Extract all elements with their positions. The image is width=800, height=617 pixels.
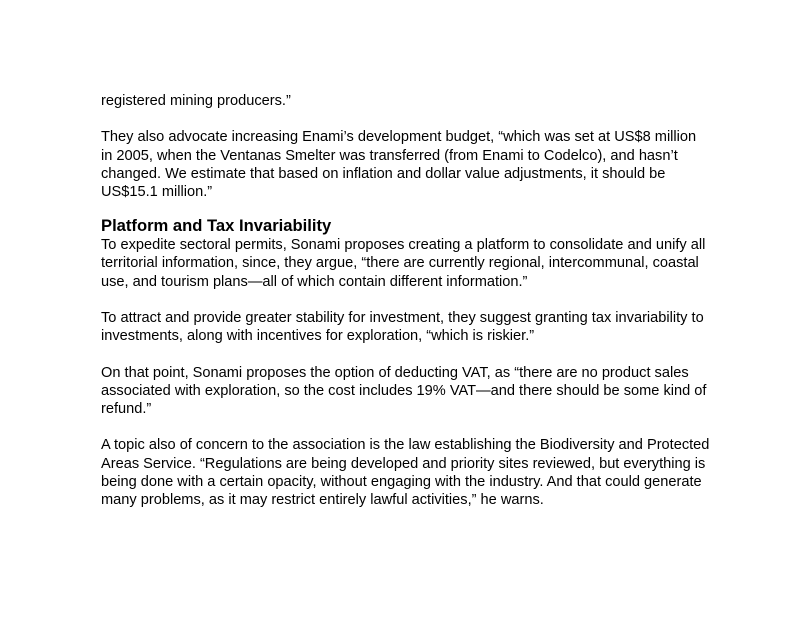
paragraph-investment: To attract and provide greater stability for investment, they suggest granting tax invariability to investments, along with incentives for exploration, “which is riskier.”	[101, 310, 704, 345]
section-heading: Platform and Tax Invariability	[101, 216, 332, 236]
paragraph-biodiversity: A topic also of concern to the association is the law establishing the Biodiversity and Protected Areas Service. “Regulations are being developed and priority sites reviewed, but everything is being done with a certain opacity, without engaging with the industry. And that could generate many problems, as it may restrict entirely lawful activities,” he warns.	[101, 437, 710, 508]
paragraph-continued: registered mining producers.”	[101, 93, 291, 109]
document-page	[101, 92, 711, 509]
paragraph-vat: On that point, Sonami proposes the option of deducting VAT, as “there are no product sales associated with exploration, so the cost includes 19% VAT—and there should be some kind of refund.”	[101, 364, 707, 417]
paragraph-platform: To expedite sectoral permits, Sonami proposes creating a platform to consolidate and unify all territorial information, since, they argue, “there are currently regional, intercommunal, coastal use, and tourism plans—all of which contain different information.”	[101, 237, 706, 290]
paragraph-budget: They also advocate increasing Enami’s development budget, “which was set at US$8 million in 2005, when the Ventanas Smelter was transferred (from Enami to Codelco), and hasn’t changed. We estimate that based on inflation and dollar value adjustments, it should be US$15.1 million.”	[101, 129, 697, 200]
